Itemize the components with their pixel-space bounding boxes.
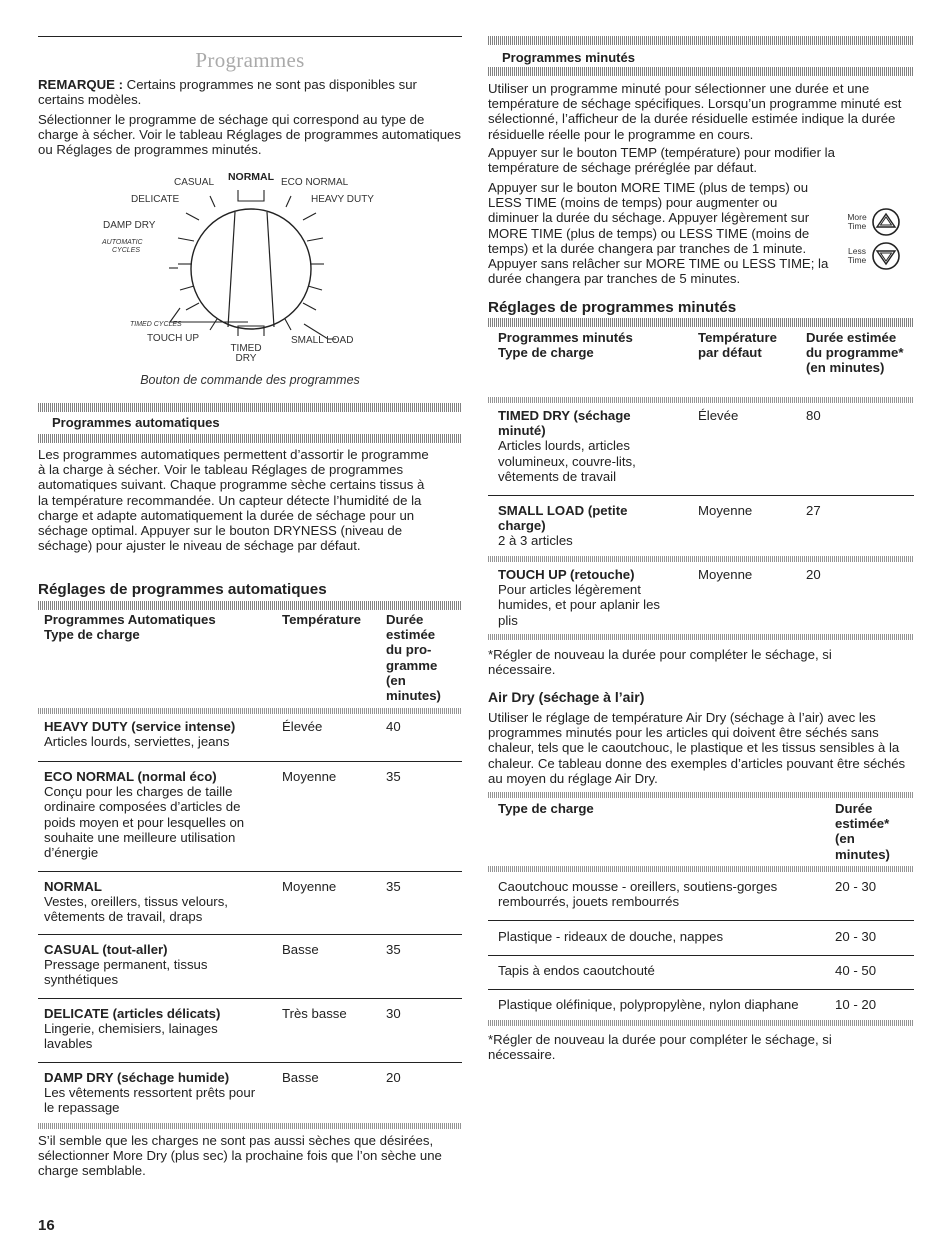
row-load-type: Tapis à endos caoutchouté: [498, 963, 655, 978]
row-program: [498, 567, 674, 628]
dial-caption: Bouton de commande des programmes: [140, 373, 360, 387]
row-program-desc: Articles lourds, serviettes, jeans: [44, 734, 230, 750]
row-program-name: CASUAL (tout-aller): [44, 942, 168, 957]
time-buttons-illustration: [844, 207, 914, 277]
auto-header-col2: Température: [282, 612, 361, 627]
timed-footnote: *Régler de nouveau la durée pour compléter le séchage, si nécessaire.: [488, 647, 832, 678]
page-title: Programmes: [195, 48, 305, 72]
row-duration: 40 - 50: [835, 963, 877, 978]
timed-box-top-hatch: [488, 36, 914, 45]
dial-label-timed: TIMED: [230, 343, 262, 354]
timed-paragraph-3: Appuyer sur le bouton MORE TIME (plus de temps) ou LESS TIME (moins de temps) pour augmenter ou diminuer la durée du séchage. Appuyer légèrement sur MORE TIME (plus de temps) ou LESS TIME (moins de temps) et la durée changera par tranches de 1 minute. Appuyer sans relâcher sur MORE TIME ou LESS TIME; la durée changera par tranches de 5 minutes.: [488, 180, 829, 287]
row-temperature: Moyenne: [698, 503, 753, 518]
row-program-name: DAMP DRY (séchage humide): [44, 1070, 230, 1085]
air-footnote: *Régler de nouveau la durée pour compléter le séchage, si nécessaire.: [488, 1032, 832, 1063]
dial-label-heavy-duty: HEAVY DUTY: [311, 194, 374, 205]
dial-label-delicate: DELICATE: [131, 194, 180, 205]
timed-box-title: Programmes minutés: [502, 50, 635, 65]
row-program-name: HEAVY DUTY (service intense): [44, 719, 236, 734]
row-divider: [38, 934, 462, 935]
row-temperature: Moyenne: [282, 769, 337, 784]
row-program-desc: Pressage permanent, tissus synthétiques: [44, 957, 208, 988]
row-program: [44, 879, 262, 925]
page-number: 16: [38, 1217, 55, 1234]
row-program: [44, 942, 262, 988]
title-rule: [38, 36, 462, 37]
air-header-col1: Type de charge: [498, 801, 594, 816]
row-program-name: TIMED DRY (séchage minuté): [498, 408, 631, 439]
row-program: [44, 1006, 262, 1052]
less-time-label-line2: Time: [847, 255, 867, 265]
timed-paragraph-1: Utiliser un programme minuté pour sélectionner une durée et une température de séchage spécifiques. Lorsqu’un programme minuté est sélectionné, l’afficheur de la durée résiduelle estimée indique la durée résiduelle réelle pour le programme en cours.: [488, 81, 902, 142]
row-program-name: TOUCH UP (retouche): [498, 567, 635, 582]
row-load-type: Caoutchouc mousse - oreillers, soutiens-gorges rembourrés, jouets rembourrés: [498, 879, 778, 910]
auto-paragraph: Les programmes automatiques permettent d’assortir le programme à la charge à sécher. Voir le tableau Réglages de programmes automatiques suivant. Chaque programme sèche certains tissus à la température recommandée. Un capteur détecte l’humidité de la charge et adapte automatiquement la durée de séchage pour un séchage optimal. Appuyer sur le bouton DRYNESS (niveau de séchage) pour ajuster le niveau de séchage par défaut.: [38, 447, 429, 554]
timed-table-bottom-hatch: [488, 634, 914, 640]
dial-circle: [191, 209, 311, 329]
row-program: [44, 769, 262, 860]
auto-table-top-hatch: [38, 601, 462, 610]
row-load-type: Plastique - rideaux de douche, nappes: [498, 929, 724, 944]
more-time-label-line2: Time: [847, 221, 867, 231]
intro-paragraph: Sélectionner le programme de séchage qui correspond au type de charge à sécher. Voir le tableau Réglages de programmes automatiques ou Réglages de programmes minutés.: [38, 112, 461, 158]
dial-pointer-right: [267, 212, 274, 327]
auto-header-col3: Durée estimée du pro-gramme (en minutes): [386, 612, 441, 704]
auto-table-bottom-hatch: [38, 1123, 462, 1129]
row-temperature: Basse: [282, 942, 319, 957]
dial-label-cycles: CYCLES: [112, 247, 141, 254]
less-time-label-line1: Less: [848, 246, 866, 256]
row-temperature: Très basse: [282, 1006, 347, 1021]
row-divider: [488, 955, 914, 956]
dial-label-normal: NORMAL: [227, 171, 275, 183]
air-table-bottom-hatch: [488, 1020, 914, 1026]
timed-table-title: Réglages de programmes minutés: [488, 299, 737, 316]
air-dry-title: Air Dry (séchage à l’air): [488, 689, 645, 705]
row-program-desc: 2 à 3 articles: [498, 533, 573, 549]
row-program-name: DELICATE (articles délicats): [44, 1006, 221, 1021]
row-program: [498, 503, 674, 549]
auto-box-top-hatch: [38, 403, 462, 412]
row-duration: 80: [806, 408, 821, 423]
row-program-desc: Conçu pour les charges de taille ordinaire composées d’articles de poids moyen et pour lesquelles on souhaite une meilleure utilisation d’énergie: [44, 784, 245, 861]
row-duration: 35: [386, 769, 401, 784]
remarque-text: Certains programmes ne sont pas disponibles sur certains modèles.: [38, 77, 417, 108]
row-duration: 20 - 30: [835, 879, 877, 894]
row-divider: [488, 989, 914, 990]
row-temperature: Moyenne: [698, 567, 753, 582]
dial-label-small-load: SMALL LOAD: [291, 335, 354, 346]
dial-ticks: [169, 190, 336, 339]
row-program: [44, 1070, 262, 1116]
row-temperature: Basse: [282, 1070, 319, 1085]
dial-label-eco-normal: ECO NORMAL: [281, 177, 349, 188]
dial-label-timed-cycles: TIMED CYCLES: [130, 321, 182, 328]
row-duration: 40: [386, 719, 401, 734]
row-program-name: SMALL LOAD (petite charge): [498, 503, 628, 534]
dial-label-automatic: AUTOMATIC: [102, 239, 143, 246]
remarque-label: REMARQUE :: [38, 77, 123, 92]
timed-box-bottom-hatch: [488, 67, 914, 76]
row-divider: [488, 920, 914, 921]
row-duration: 10 - 20: [835, 997, 877, 1012]
air-header-hatch: [488, 866, 914, 872]
timed-header-col1-line1: Programmes minutés: [498, 330, 633, 345]
cycle-dial-diagram: [98, 168, 428, 368]
air-header-col2: Durée estimée* (en minutes): [835, 801, 890, 862]
dial-label-dry: DRY: [235, 353, 257, 364]
auto-header-col1-line1: Programmes Automatiques: [44, 612, 216, 627]
timed-header-col1: [498, 330, 633, 360]
row-program-desc: Articles lourds, articles volumineux, couvre-lits, vêtements de travail: [498, 438, 636, 484]
dial-label-casual: CASUAL: [174, 177, 215, 188]
row-program-desc: Vestes, oreillers, tissus velours, vêtements de travail, draps: [44, 894, 228, 925]
more-dry-note: S’il semble que les charges ne sont pas aussi sèches que désirées, sélectionner More Dry (plus sec) la prochaine fois que l’on sèche une charge semblable.: [38, 1133, 442, 1179]
less-time-label: [844, 247, 870, 265]
row-temperature: Moyenne: [282, 879, 337, 894]
row-temperature: Élevée: [698, 408, 739, 423]
timed-header-hatch: [488, 397, 914, 403]
row-divider: [38, 998, 462, 999]
more-time-icon: [871, 207, 901, 237]
row-load-type: Plastique oléfinique, polypropylène, nylon diaphane: [498, 997, 799, 1012]
row-program-name: NORMAL: [44, 879, 102, 894]
row-duration: 20: [806, 567, 821, 582]
row-duration: 20: [386, 1070, 401, 1085]
row-duration: 20 - 30: [835, 929, 877, 944]
row-duration: 27: [806, 503, 821, 518]
more-time-label: [844, 213, 870, 231]
timed-paragraph-2: Appuyer sur le bouton TEMP (température) pour modifier la température de séchage préréglée par défaut.: [488, 145, 835, 176]
row-duration: 35: [386, 879, 401, 894]
air-table-top-hatch: [488, 792, 914, 798]
auto-table-title: Réglages de programmes automatiques: [38, 581, 327, 598]
timed-header-col2: Température par défaut: [698, 330, 777, 361]
row-duration: 30: [386, 1006, 401, 1021]
auto-box-bottom-hatch: [38, 434, 462, 443]
auto-header-col1-line2: Type de charge: [44, 627, 140, 643]
dial-pointer-left: [228, 212, 235, 327]
dial-label-touch-up: TOUCH UP: [147, 333, 200, 344]
auto-header-col1: [44, 612, 216, 642]
timed-header-col1-line2: Type de charge: [498, 345, 594, 361]
less-time-icon: [871, 241, 901, 271]
row-program-name: ECO NORMAL (normal éco): [44, 769, 217, 784]
row-program: [44, 719, 262, 749]
row-divider: [38, 1062, 462, 1063]
auto-box-title: Programmes automatiques: [52, 415, 220, 430]
more-time-label-line1: More: [847, 212, 867, 222]
row-divider: [38, 761, 462, 762]
dial-label-damp-dry: DAMP DRY: [103, 220, 156, 231]
air-dry-paragraph: Utiliser le réglage de température Air Dry (séchage à l’air) avec les programmes minutés pour les articles qui doivent être séchés sans chaleur, tels que le caoutchouc, le plastique et les tissus sensibles à la chaleur. Ce tableau donne des exemples d’articles pouvant être séchés au moyen du réglage Air Dry.: [488, 710, 906, 786]
row-program: [498, 408, 674, 484]
row-temperature: Élevée: [282, 719, 323, 734]
row-program-desc: Pour articles légèrement humides, et pour aplanir les plis: [498, 582, 661, 628]
row-program-desc: Lingerie, chemisiers, lainages lavables: [44, 1021, 218, 1052]
auto-header-hatch: [38, 708, 462, 714]
row-duration: 35: [386, 942, 401, 957]
timed-header-col3: Durée estimée du programme* (en minutes): [806, 330, 904, 376]
row-program-desc: Les vêtements ressortent prêts pour le repassage: [44, 1085, 256, 1116]
row-divider: [488, 495, 914, 496]
timed-table-top-hatch: [488, 318, 914, 327]
row-divider-hatch: [488, 556, 914, 562]
remarque-paragraph: [38, 77, 462, 107]
row-divider: [38, 871, 462, 872]
